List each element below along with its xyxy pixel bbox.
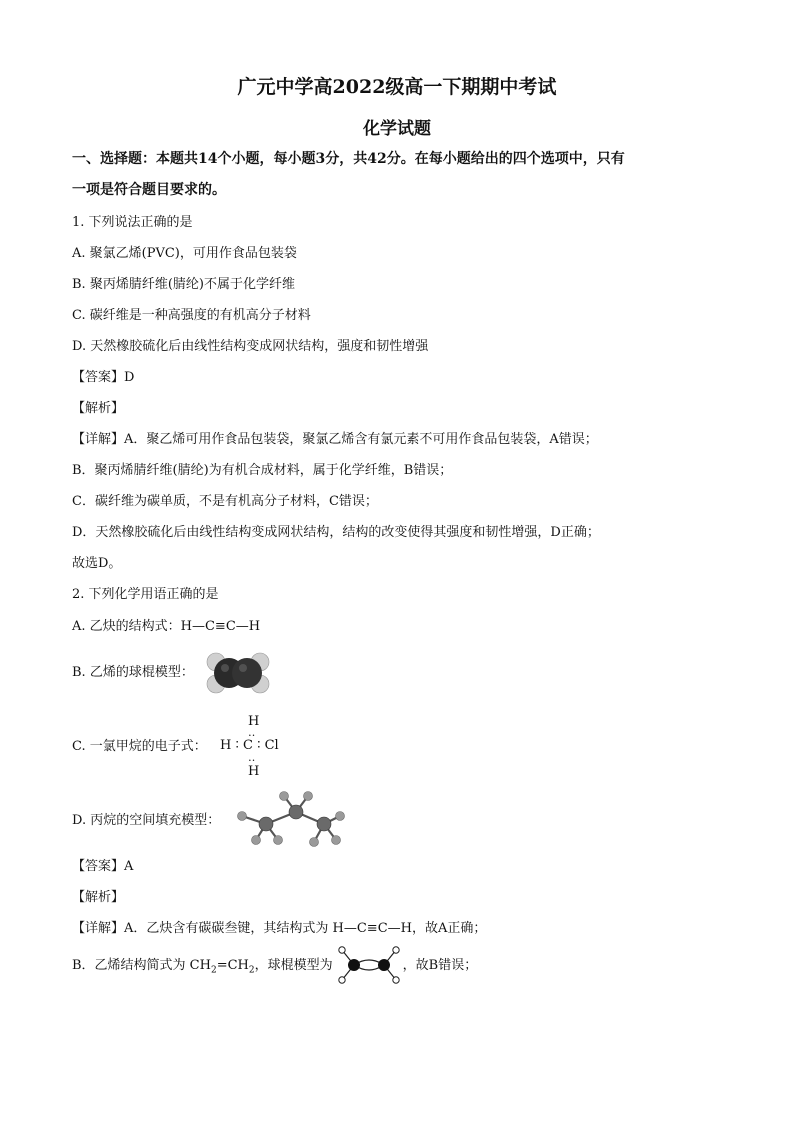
q2-option-d: D. 丙烷的空间填充模型： — [72, 813, 221, 828]
q1-option-d: D. 天然橡胶硫化后由线性结构变成网状结构，强度和韧性增强 — [72, 339, 429, 354]
ethylene-ball-stick-image — [334, 944, 404, 986]
answer-value: A — [124, 859, 134, 874]
section-heading-line1: 一、选择题：本题共14个小题，每小题3分，共42分。在每小题给出的四个选项中，只有 — [72, 151, 625, 167]
q1-option-a: A. 聚氯乙烯(PVC)，可用作食品包装袋 — [72, 246, 297, 261]
q1-option-c: C. 碳纤维是一种高强度的有机高分子材料 — [72, 308, 311, 323]
answer-label: 【答案】 — [72, 859, 125, 874]
q1-option-b: B. 聚丙烯腈纤维(腈纶)不属于化学纤维 — [72, 277, 295, 292]
q1-stem: 1. 下列说法正确的是 — [72, 215, 193, 230]
chloromethane-electron-formula — [216, 713, 296, 783]
formula-bottom-h: H — [248, 764, 260, 779]
formula-top-dots: ‥ — [248, 726, 256, 739]
subscript-1: 2 — [210, 965, 217, 976]
formula-top-h: H — [248, 714, 260, 729]
q1-detail-3: C．碳纤维为碳单质，不是有机高分子材料，C错误； — [72, 494, 378, 509]
detail2-text-end: ，故B错误； — [402, 958, 478, 973]
detail2-text-mid: =CH — [216, 958, 249, 973]
answer-value: D — [124, 370, 135, 385]
formula-bottom-dots: ‥ — [248, 751, 256, 764]
q2-detail-1: 【详解】A．乙炔含有碳碳叁键，其结构式为 H—C≡C—H，故A正确； — [72, 921, 487, 936]
q2-answer — [72, 858, 133, 876]
ethylene-space-filling-image — [200, 648, 276, 698]
answer-label: 【答案】 — [72, 370, 125, 385]
q1-detail-4: D．天然橡胶硫化后由线性结构变成网状结构，结构的改变使得其强度和韧性增强，D正确； — [72, 525, 600, 540]
page-title: 广元中学高2022级高一下期期中考试 — [237, 76, 557, 98]
q2-detail-2 — [72, 957, 477, 980]
page-subtitle: 化学试题 — [363, 119, 431, 139]
q1-detail-1: 【详解】A．聚乙烯可用作食品包装袋，聚氯乙烯含有氯元素不可用作食品包装袋，A错误； — [72, 432, 598, 447]
q2-option-c: C. 一氯甲烷的电子式： — [72, 739, 207, 754]
q1-conclusion: 故选D。 — [72, 556, 122, 571]
propane-ball-stick-image — [232, 790, 348, 850]
detail2-text-post: ，球棍模型为 — [254, 958, 333, 973]
q2-analysis-label: 【解析】 — [72, 890, 125, 905]
q1-answer — [72, 369, 134, 387]
q2-option-a: A. 乙炔的结构式：H—C≡C—H — [72, 619, 261, 634]
q1-analysis-label: 【解析】 — [72, 401, 125, 416]
q2-stem: 2. 下列化学用语正确的是 — [72, 587, 219, 602]
q2-option-b: B. 乙烯的球棍模型： — [72, 665, 194, 680]
detail2-text-pre: B．乙烯结构简式为 CH — [72, 958, 211, 973]
section-heading-line2: 一项是符合题目要求的。 — [72, 182, 226, 198]
subscript-2: 2 — [248, 965, 255, 976]
q1-detail-2: B．聚丙烯腈纤维(腈纶)为有机合成材料，属于化学纤维，B错误； — [72, 463, 453, 478]
formula-middle: H ∶ C ∶ Cl — [220, 738, 279, 753]
